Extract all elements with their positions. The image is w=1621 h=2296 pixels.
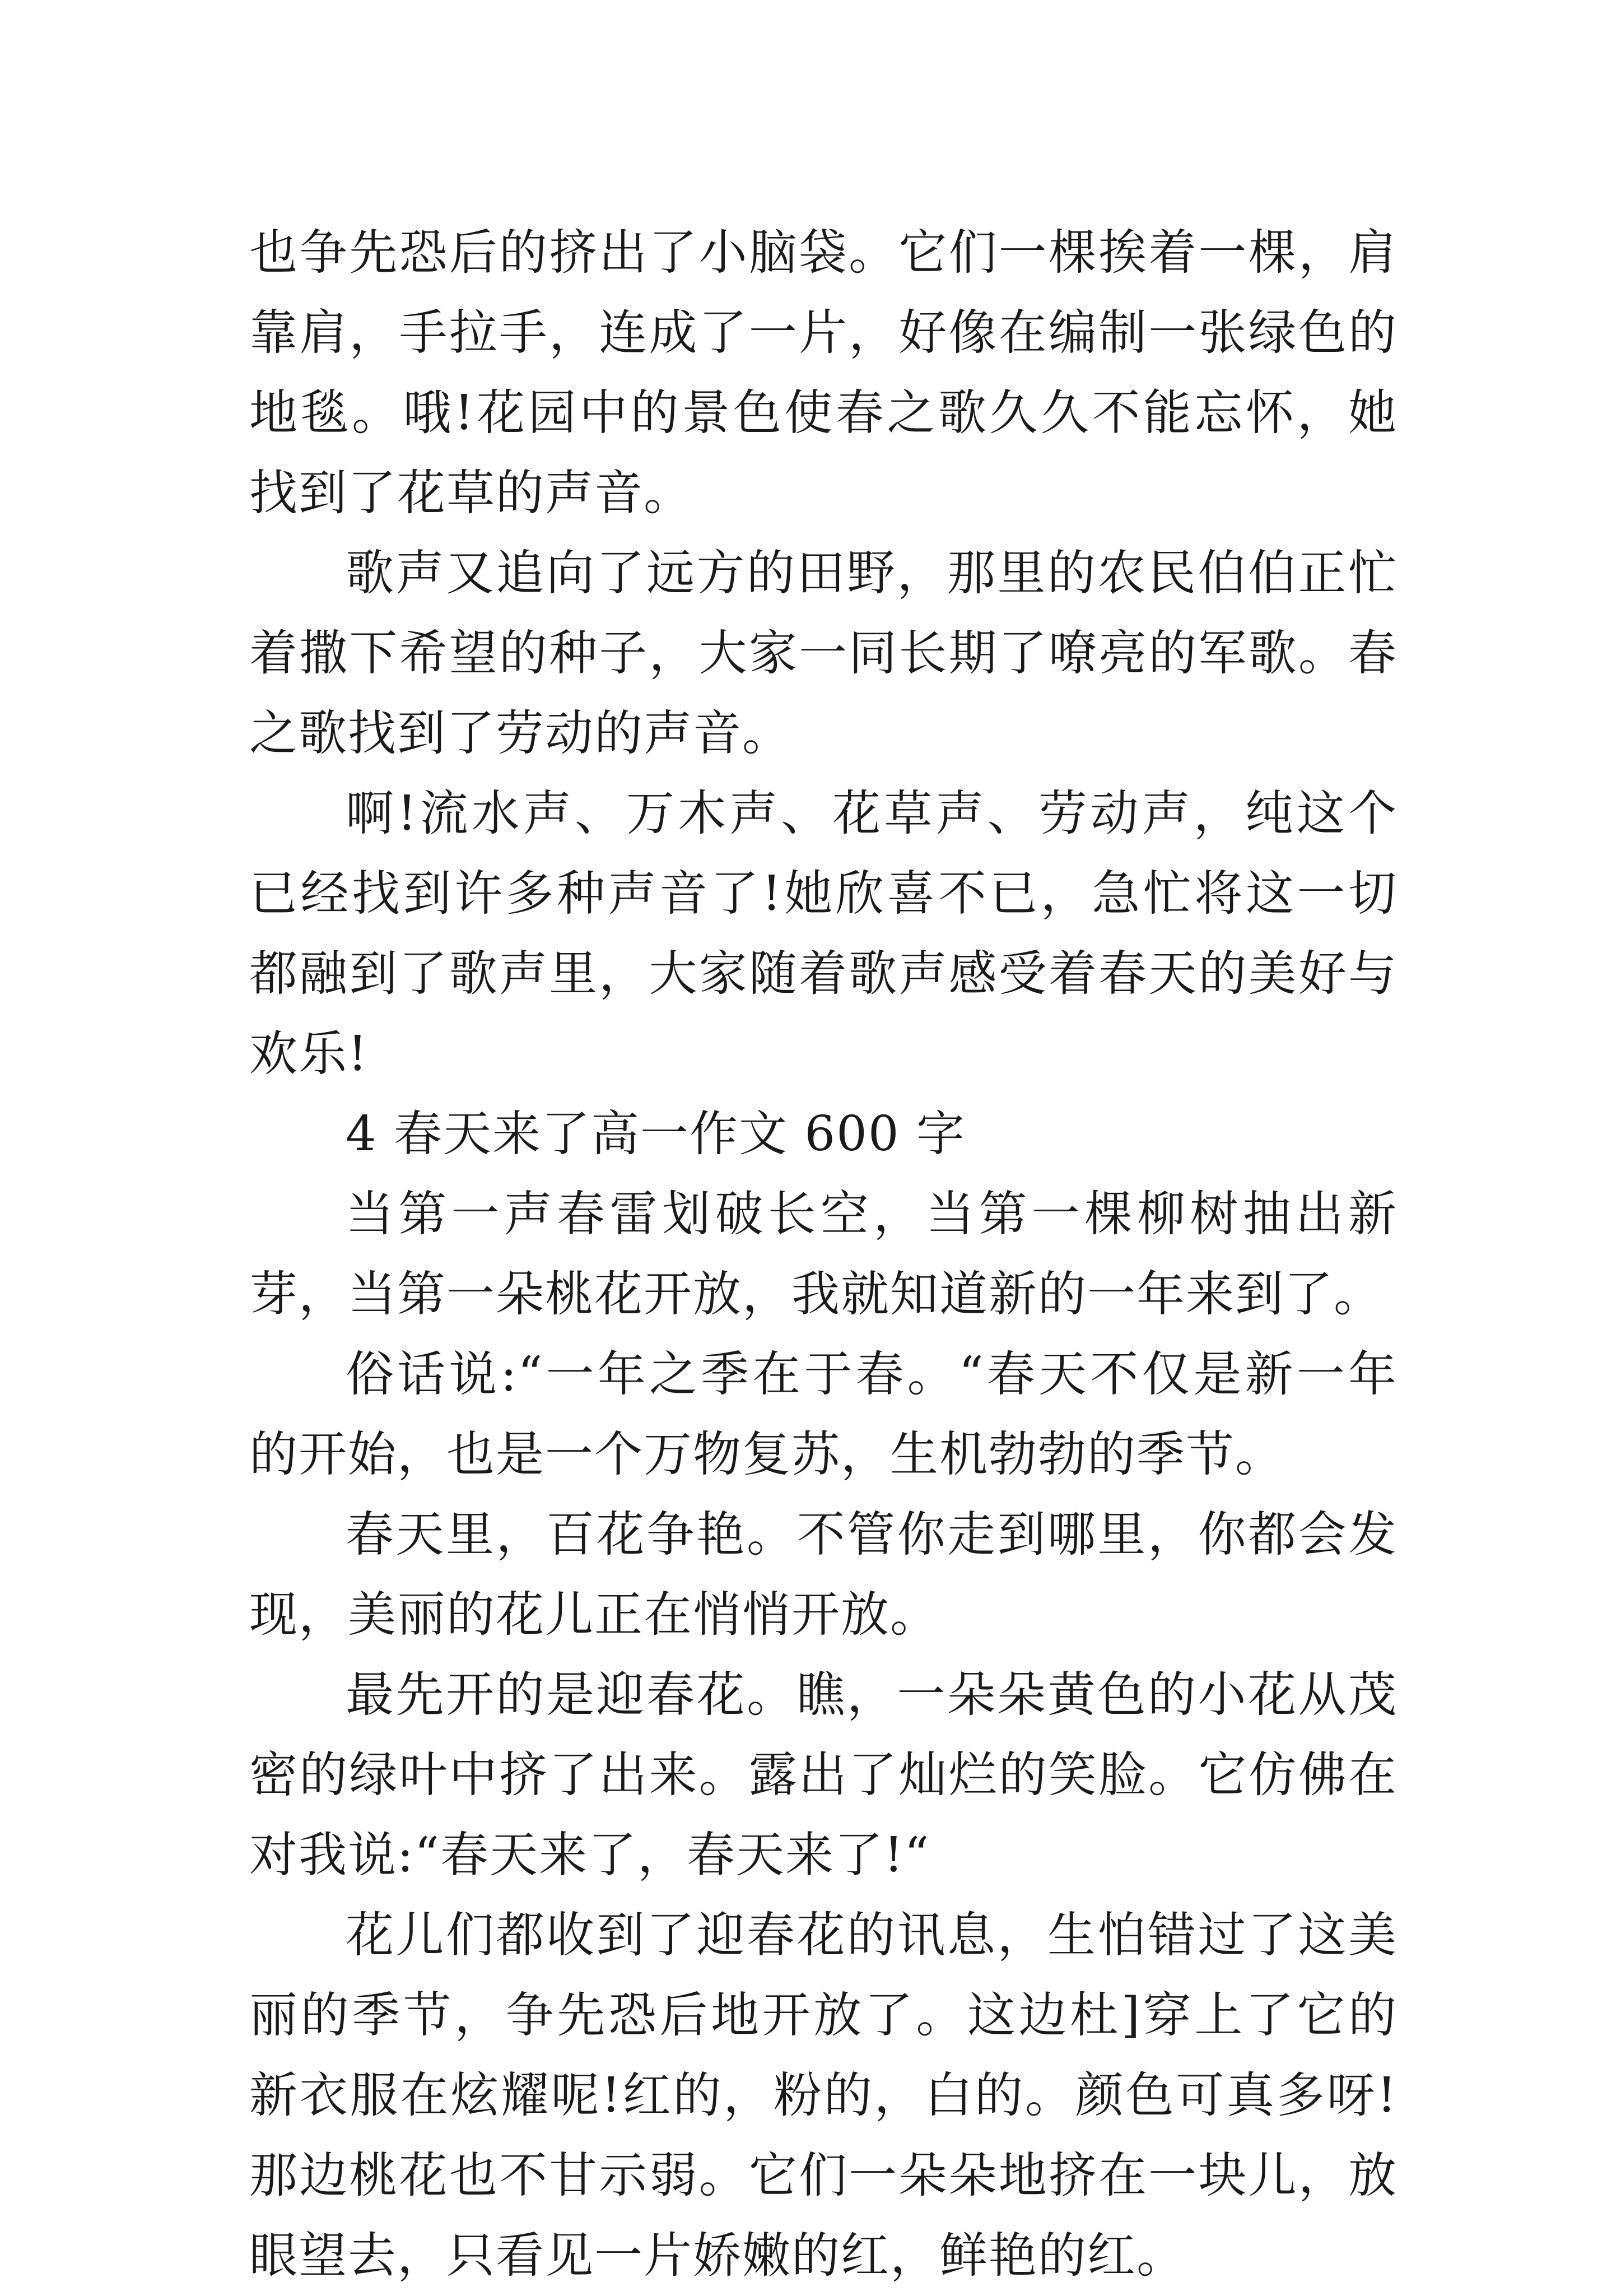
paragraph-8: 花儿们都收到了迎春花的讯息，生怕错过了这美丽的季节，争先恐后地开放了。这边杜]穿上了它的新衣服在炫耀呢!红的，粉的，白的。颜色可真多呀!那边桃花也不甘示弱。它们一朵朵地挤在一块儿，放眼望去，只看见一片娇嫩的红，鲜艳的红。 [249,1907,1398,2284]
paragraph-2: 歌声又追向了远方的田野，那里的农民伯伯正忙着撒下希望的种子，大家一同长期了嘹亮的军歌。春之歌找到了劳动的声音。 [249,545,1398,761]
document-body [249,213,1398,2296]
paragraph-6: 春天里，百花争艳。不管你走到哪里，你都会发现，美丽的花儿正在悄悄开放。 [249,1507,1398,1643]
paragraph-4: 当第一声春雷划破长空，当第一棵柳树抽出新芽，当第一朵桃花开放，我就知道新的一年来到了。 [249,1186,1398,1322]
paragraph-1: 也争先恐后的挤出了小脑袋。它们一棵挨着一棵，肩靠肩，手拉手，连成了一片，好像在编制一张绿色的地毯。哦!花园中的景色使春之歌久久不能忘怀，她找到了花草的声音。 [249,225,1398,521]
paragraph-7: 最先开的是迎春花。瞧，一朵朵黄色的小花从茂密的绿叶中挤了出来。露出了灿烂的笑脸。它仿佛在对我说:“春天来了，春天来了!“ [249,1667,1398,1883]
paragraph-3: 啊!流水声、万木声、花草声、劳动声，纯这个已经找到许多种声音了!她欣喜不已，急忙将这一切都融到了歌声里，大家随着歌声感受着春天的美好与欢乐! [249,786,1398,1082]
section-heading: 4 春天来了高一作文 600 字 [346,1106,966,1162]
paragraph-5: 俗话说:“一年之季在于春。“春天不仅是新一年的开始，也是一个万物复苏，生机勃勃的季节。 [249,1346,1398,1482]
